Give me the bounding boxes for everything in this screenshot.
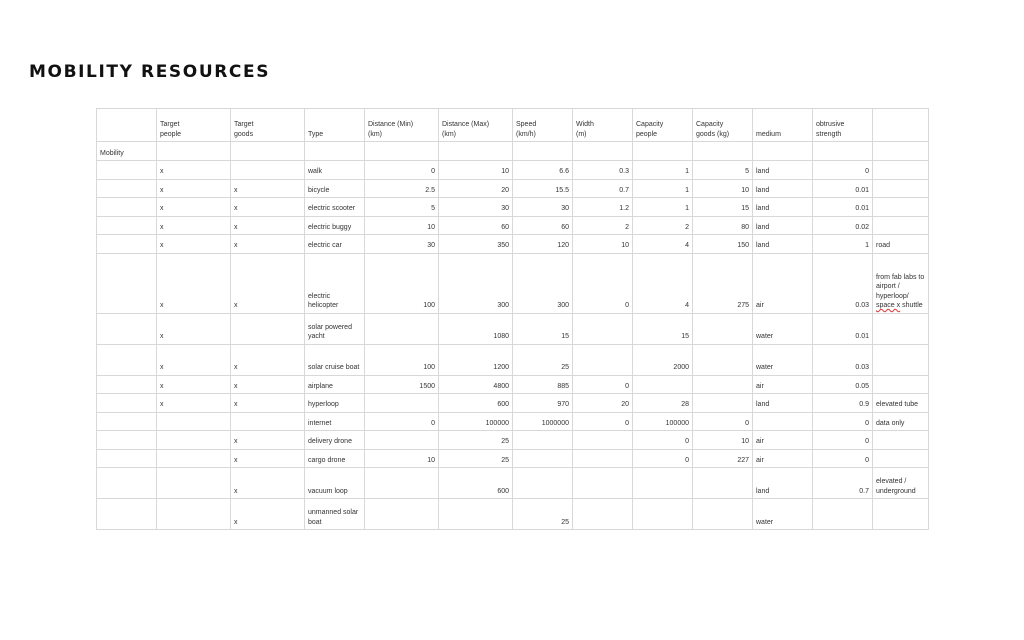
target-people-cell: x bbox=[157, 344, 231, 375]
row-spacer-cell bbox=[97, 375, 157, 394]
width-cell bbox=[573, 313, 633, 344]
capacity-people-cell bbox=[633, 499, 693, 530]
distance-max-cell bbox=[439, 499, 513, 530]
capacity-people-cell bbox=[633, 375, 693, 394]
width-cell: 20 bbox=[573, 394, 633, 413]
medium-cell: water bbox=[753, 344, 813, 375]
capacity-goods-cell: 5 bbox=[693, 161, 753, 180]
header-target-goods: Target goods bbox=[231, 109, 305, 142]
target-people-cell bbox=[157, 468, 231, 499]
table-row bbox=[97, 394, 929, 413]
distance-min-cell: 2.5 bbox=[365, 179, 439, 198]
header-row bbox=[97, 109, 929, 142]
capacity-people-cell: 0 bbox=[633, 431, 693, 450]
target-people-cell: x bbox=[157, 216, 231, 235]
width-cell bbox=[573, 431, 633, 450]
obtrusive-strength-cell: 0.9 bbox=[813, 394, 873, 413]
capacity-goods-cell bbox=[693, 313, 753, 344]
target-goods-cell: x bbox=[231, 394, 305, 413]
obtrusive-strength-cell: 0.03 bbox=[813, 253, 873, 313]
type-cell: bicycle bbox=[305, 179, 365, 198]
note-cell bbox=[873, 499, 929, 530]
capacity-people-cell: 2000 bbox=[633, 344, 693, 375]
distance-max-cell: 60 bbox=[439, 216, 513, 235]
medium-cell: water bbox=[753, 499, 813, 530]
header-capacity-goods: Capacity goods (kg) bbox=[693, 109, 753, 142]
note-cell: from fab labs to airport / hyperloop/ space x shuttle bbox=[873, 253, 929, 313]
target-goods-cell: x bbox=[231, 253, 305, 313]
capacity-people-cell: 100000 bbox=[633, 412, 693, 431]
width-cell: 0 bbox=[573, 253, 633, 313]
capacity-people-cell: 28 bbox=[633, 394, 693, 413]
distance-min-cell bbox=[365, 499, 439, 530]
capacity-goods-cell: 150 bbox=[693, 235, 753, 254]
speed-cell: 30 bbox=[513, 198, 573, 217]
capacity-goods-cell bbox=[693, 499, 753, 530]
distance-min-cell: 1500 bbox=[365, 375, 439, 394]
note-cell bbox=[873, 198, 929, 217]
target-goods-cell: x bbox=[231, 431, 305, 450]
header-medium: medium bbox=[753, 109, 813, 142]
target-people-cell: x bbox=[157, 198, 231, 217]
distance-max-cell: 4800 bbox=[439, 375, 513, 394]
width-cell: 0 bbox=[573, 412, 633, 431]
target-people-cell: x bbox=[157, 313, 231, 344]
distance-min-cell: 0 bbox=[365, 412, 439, 431]
note-cell: data only bbox=[873, 412, 929, 431]
page-title: MOBILITY RESOURCES bbox=[29, 62, 271, 82]
target-people-cell bbox=[157, 412, 231, 431]
type-cell: cargo drone bbox=[305, 449, 365, 468]
distance-max-cell: 20 bbox=[439, 179, 513, 198]
table-row bbox=[97, 412, 929, 431]
distance-max-cell: 350 bbox=[439, 235, 513, 254]
target-goods-cell: x bbox=[231, 449, 305, 468]
target-goods-cell bbox=[231, 412, 305, 431]
distance-min-cell bbox=[365, 313, 439, 344]
capacity-people-cell: 0 bbox=[633, 449, 693, 468]
header-cell bbox=[873, 109, 929, 142]
type-cell: solar cruise boat bbox=[305, 344, 365, 375]
target-people-cell: x bbox=[157, 179, 231, 198]
capacity-goods-cell bbox=[693, 375, 753, 394]
note-cell bbox=[873, 179, 929, 198]
type-cell: solar powered yacht bbox=[305, 313, 365, 344]
header-type: Type bbox=[305, 109, 365, 142]
type-cell: airplane bbox=[305, 375, 365, 394]
type-cell: vacuum loop bbox=[305, 468, 365, 499]
note-cell bbox=[873, 375, 929, 394]
width-cell bbox=[573, 499, 633, 530]
speed-cell: 15 bbox=[513, 313, 573, 344]
obtrusive-strength-cell: 0.01 bbox=[813, 198, 873, 217]
distance-max-cell: 25 bbox=[439, 431, 513, 450]
type-cell: electric car bbox=[305, 235, 365, 254]
capacity-goods-cell bbox=[693, 468, 753, 499]
medium-cell: land bbox=[753, 179, 813, 198]
medium-cell: air bbox=[753, 449, 813, 468]
medium-cell: air bbox=[753, 431, 813, 450]
capacity-goods-cell bbox=[693, 394, 753, 413]
width-cell: 10 bbox=[573, 235, 633, 254]
obtrusive-strength-cell: 0.7 bbox=[813, 468, 873, 499]
width-cell bbox=[573, 344, 633, 375]
note-cell: elevated / underground bbox=[873, 468, 929, 499]
table-row bbox=[97, 431, 929, 450]
obtrusive-strength-cell: 1 bbox=[813, 235, 873, 254]
type-cell: electric helicopter bbox=[305, 253, 365, 313]
speed-cell: 885 bbox=[513, 375, 573, 394]
speed-cell: 6.6 bbox=[513, 161, 573, 180]
table-row bbox=[97, 253, 929, 313]
medium-cell: land bbox=[753, 161, 813, 180]
target-goods-cell: x bbox=[231, 179, 305, 198]
distance-min-cell: 5 bbox=[365, 198, 439, 217]
obtrusive-strength-cell: 0.02 bbox=[813, 216, 873, 235]
distance-max-cell: 100000 bbox=[439, 412, 513, 431]
row-spacer-cell bbox=[97, 449, 157, 468]
row-spacer-cell bbox=[97, 412, 157, 431]
medium-cell: water bbox=[753, 313, 813, 344]
speed-cell bbox=[513, 468, 573, 499]
note-cell bbox=[873, 216, 929, 235]
target-goods-cell: x bbox=[231, 499, 305, 530]
capacity-goods-cell: 15 bbox=[693, 198, 753, 217]
obtrusive-strength-cell: 0.01 bbox=[813, 313, 873, 344]
medium-cell: land bbox=[753, 468, 813, 499]
header-distance-min: Distance (Min) (km) bbox=[365, 109, 439, 142]
type-cell: hyperloop bbox=[305, 394, 365, 413]
distance-min-cell: 10 bbox=[365, 216, 439, 235]
row-spacer-cell bbox=[97, 394, 157, 413]
speed-cell: 15.5 bbox=[513, 179, 573, 198]
row-spacer-cell bbox=[97, 431, 157, 450]
capacity-goods-cell: 227 bbox=[693, 449, 753, 468]
capacity-people-cell: 1 bbox=[633, 179, 693, 198]
header-target-people: Target people bbox=[157, 109, 231, 142]
target-people-cell bbox=[157, 431, 231, 450]
type-cell: electric buggy bbox=[305, 216, 365, 235]
distance-min-cell bbox=[365, 394, 439, 413]
capacity-goods-cell: 80 bbox=[693, 216, 753, 235]
target-goods-cell: x bbox=[231, 375, 305, 394]
target-people-cell bbox=[157, 499, 231, 530]
target-people-cell: x bbox=[157, 375, 231, 394]
capacity-people-cell: 4 bbox=[633, 253, 693, 313]
width-cell: 0.7 bbox=[573, 179, 633, 198]
obtrusive-strength-cell: 0 bbox=[813, 161, 873, 180]
obtrusive-strength-cell: 0.03 bbox=[813, 344, 873, 375]
width-cell bbox=[573, 449, 633, 468]
distance-max-cell: 1200 bbox=[439, 344, 513, 375]
table-row bbox=[97, 161, 929, 180]
table-row bbox=[97, 179, 929, 198]
speed-cell bbox=[513, 449, 573, 468]
table-row bbox=[97, 235, 929, 254]
table-row bbox=[97, 375, 929, 394]
speed-cell: 60 bbox=[513, 216, 573, 235]
distance-min-cell bbox=[365, 468, 439, 499]
target-goods-cell: x bbox=[231, 216, 305, 235]
target-goods-cell: x bbox=[231, 198, 305, 217]
row-spacer-cell bbox=[97, 179, 157, 198]
distance-max-cell: 600 bbox=[439, 394, 513, 413]
capacity-people-cell: 4 bbox=[633, 235, 693, 254]
medium-cell: land bbox=[753, 198, 813, 217]
table-row bbox=[97, 198, 929, 217]
distance-min-cell: 30 bbox=[365, 235, 439, 254]
target-people-cell: x bbox=[157, 235, 231, 254]
distance-max-cell: 25 bbox=[439, 449, 513, 468]
type-cell: delivery drone bbox=[305, 431, 365, 450]
table-row bbox=[97, 449, 929, 468]
medium-cell bbox=[753, 412, 813, 431]
width-cell bbox=[573, 468, 633, 499]
header-capacity-people: Capacity people bbox=[633, 109, 693, 142]
medium-cell: air bbox=[753, 253, 813, 313]
distance-min-cell: 100 bbox=[365, 344, 439, 375]
distance-min-cell: 100 bbox=[365, 253, 439, 313]
medium-cell: land bbox=[753, 216, 813, 235]
obtrusive-strength-cell: 0.05 bbox=[813, 375, 873, 394]
speed-cell: 970 bbox=[513, 394, 573, 413]
obtrusive-strength-cell: 0 bbox=[813, 449, 873, 468]
distance-max-cell: 600 bbox=[439, 468, 513, 499]
row-spacer-cell bbox=[97, 235, 157, 254]
capacity-people-cell: 1 bbox=[633, 161, 693, 180]
target-goods-cell: x bbox=[231, 344, 305, 375]
table-row bbox=[97, 216, 929, 235]
header-obtrusive-strength: obtrusive strength bbox=[813, 109, 873, 142]
row-spacer-cell bbox=[97, 313, 157, 344]
note-cell bbox=[873, 431, 929, 450]
row-spacer-cell bbox=[97, 253, 157, 313]
distance-max-cell: 30 bbox=[439, 198, 513, 217]
row-spacer-cell bbox=[97, 468, 157, 499]
section-row bbox=[97, 142, 929, 161]
type-cell: electric scooter bbox=[305, 198, 365, 217]
medium-cell: air bbox=[753, 375, 813, 394]
row-spacer-cell bbox=[97, 161, 157, 180]
capacity-goods-cell: 275 bbox=[693, 253, 753, 313]
medium-cell: land bbox=[753, 394, 813, 413]
capacity-people-cell: 15 bbox=[633, 313, 693, 344]
target-goods-cell bbox=[231, 161, 305, 180]
table-row bbox=[97, 344, 929, 375]
target-people-cell bbox=[157, 449, 231, 468]
row-spacer-cell bbox=[97, 198, 157, 217]
note-cell bbox=[873, 161, 929, 180]
obtrusive-strength-cell: 0 bbox=[813, 412, 873, 431]
capacity-goods-cell bbox=[693, 344, 753, 375]
width-cell: 0.3 bbox=[573, 161, 633, 180]
note-cell bbox=[873, 313, 929, 344]
table-row bbox=[97, 313, 929, 344]
target-goods-cell bbox=[231, 313, 305, 344]
target-people-cell: x bbox=[157, 253, 231, 313]
distance-min-cell bbox=[365, 431, 439, 450]
distance-max-cell: 10 bbox=[439, 161, 513, 180]
note-cell: elevated tube bbox=[873, 394, 929, 413]
spellcheck-underline: space x bbox=[876, 302, 901, 309]
type-cell: unmanned solar boat bbox=[305, 499, 365, 530]
obtrusive-strength-cell: 0.01 bbox=[813, 179, 873, 198]
note-cell: road bbox=[873, 235, 929, 254]
target-people-cell: x bbox=[157, 161, 231, 180]
capacity-goods-cell: 10 bbox=[693, 431, 753, 450]
distance-max-cell: 300 bbox=[439, 253, 513, 313]
target-people-cell: x bbox=[157, 394, 231, 413]
mobility-table bbox=[96, 108, 929, 530]
speed-cell: 25 bbox=[513, 344, 573, 375]
table-row bbox=[97, 499, 929, 530]
distance-min-cell: 10 bbox=[365, 449, 439, 468]
width-cell: 1.2 bbox=[573, 198, 633, 217]
row-spacer-cell bbox=[97, 344, 157, 375]
capacity-goods-cell: 0 bbox=[693, 412, 753, 431]
note-cell bbox=[873, 344, 929, 375]
obtrusive-strength-cell: 0 bbox=[813, 431, 873, 450]
speed-cell bbox=[513, 431, 573, 450]
header-width: Width (m) bbox=[573, 109, 633, 142]
target-goods-cell: x bbox=[231, 468, 305, 499]
row-spacer-cell bbox=[97, 499, 157, 530]
obtrusive-strength-cell bbox=[813, 499, 873, 530]
capacity-people-cell bbox=[633, 468, 693, 499]
distance-max-cell: 1080 bbox=[439, 313, 513, 344]
header-distance-max: Distance (Max) (km) bbox=[439, 109, 513, 142]
speed-cell: 300 bbox=[513, 253, 573, 313]
capacity-people-cell: 1 bbox=[633, 198, 693, 217]
section-label: Mobility bbox=[97, 142, 157, 161]
row-spacer-cell bbox=[97, 216, 157, 235]
medium-cell: land bbox=[753, 235, 813, 254]
speed-cell: 25 bbox=[513, 499, 573, 530]
capacity-goods-cell: 10 bbox=[693, 179, 753, 198]
table-row bbox=[97, 468, 929, 499]
width-cell: 0 bbox=[573, 375, 633, 394]
speed-cell: 120 bbox=[513, 235, 573, 254]
header-cell bbox=[97, 109, 157, 142]
target-goods-cell: x bbox=[231, 235, 305, 254]
speed-cell: 1000000 bbox=[513, 412, 573, 431]
capacity-people-cell: 2 bbox=[633, 216, 693, 235]
width-cell: 2 bbox=[573, 216, 633, 235]
distance-min-cell: 0 bbox=[365, 161, 439, 180]
type-cell: walk bbox=[305, 161, 365, 180]
note-cell bbox=[873, 449, 929, 468]
type-cell: internet bbox=[305, 412, 365, 431]
header-speed: Speed (km/h) bbox=[513, 109, 573, 142]
